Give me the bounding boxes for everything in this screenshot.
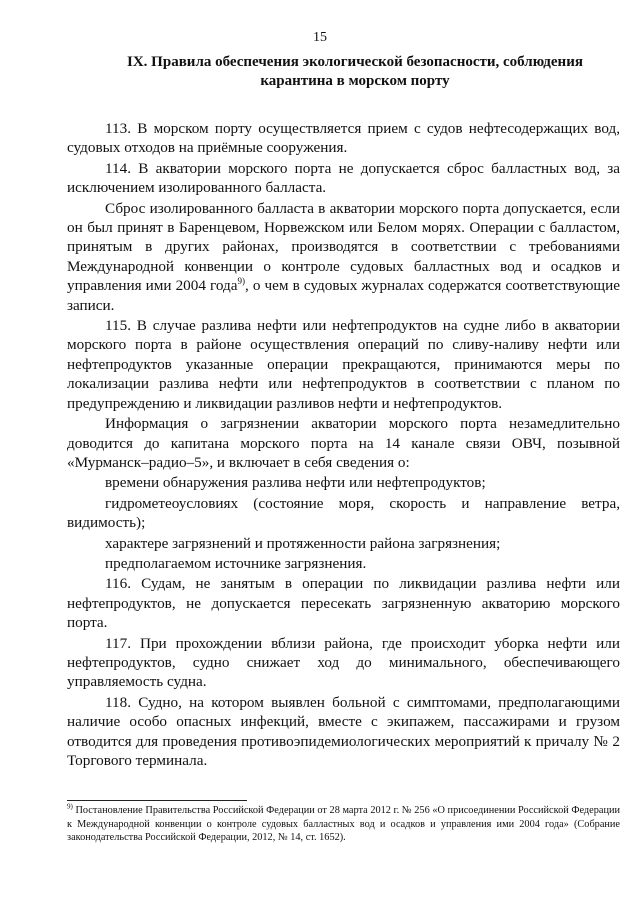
list-item-source: предполагаемом источнике загрязнения. (105, 554, 367, 572)
footnote-separator (67, 800, 247, 801)
list-item-time: времени обнаружения разлива нефти или нефтепродуктов; (105, 474, 486, 492)
section-title: IX. Правила обеспечения экологической безопасности, соблюдения карантина в морском порту (127, 54, 583, 89)
list-item-weather: гидрометеоусловиях (состояние моря, скорость и направление ветра, видимость); (67, 494, 620, 532)
paragraph-117: 117. При прохождении вблизи района, где происходит уборка нефти или нефтепродуктов, судно снижает ход до минимального, обеспечивающего управляемость судна. (67, 634, 620, 691)
footnote (67, 804, 620, 845)
footnote-text: Постановление Правительства Российской Федерации от 28 марта 2012 г. № 256 «О присоединении Российской Федерации к Международной конвенции о контроле судовых балластных вод и осадков и управления ими 2004 года» (Собрание законодательства Российской Федерации, 2012, № 14, ст. 1652). (67, 805, 620, 843)
paragraph-115: 115. В случае разлива нефти или нефтепродуктов на судне либо в акватории морского порта в районе осуществления операций по сливу-наливу нефти или нефтепродуктов указанные операции прекращаются, принимаются меры по локализации разлива нефти или нефтепродуктов в соответствии с планом по предупреждению и ликвидации разливов нефти и нефтепродуктов. (67, 317, 620, 412)
paragraph-116: 116. Судам, не занятым в операции по ликвидации разлива нефти или нефтепродуктов, не допускается пересекать загрязненную акваторию морского порта. (67, 575, 620, 632)
footnote-reference: 9) (237, 276, 246, 287)
list-item-character: характере загрязнений и протяженности района загрязнения; (105, 534, 501, 552)
document-body (67, 119, 620, 771)
paragraph-information: Информация о загрязнении акватории морского порта незамедлительно доводится до капитана морского порта на 14 канале связи ОВЧ, позывной «Мурманск–радио–5», и включает в себя сведения о: (67, 415, 620, 471)
paragraph-113: 113. В морском порту осуществляется прием с судов нефтесодержащих вод, судовых отходов на приёмные сооружения. (67, 120, 620, 157)
paragraph-114: 114. В акватории морского порта не допускается сброс балластных вод, за исключением изолированного балласта. (67, 159, 620, 197)
paragraph-ballast-text: Сброс изолированного балласта в акватории морского порта допускается, если он был принят в Баренцевом, Норвежском или Белом морях. Операции с балластом, принятым в других районах, производятся в соответствии с требованиями Международной конвенции о контроле судовых балластных вод и осадков и управления ими 2004 года (67, 199, 620, 295)
paragraph-ballast-tail: , о чем в судовых журналах содержатся соответствующие записи. (67, 277, 620, 314)
paragraph-ballast (67, 199, 620, 315)
page-number: 15 (313, 30, 327, 45)
footnote-marker: 9) (67, 802, 73, 811)
paragraph-118: 118. Судно, на котором выявлен больной с симптомами, предполагающими наличие особо опасных инфекций, вместе с экипажем, пассажирами и грузом отводится для проведения противоэпидемиологических мероприятий к причалу № 2 Торгового терминала. (67, 693, 620, 769)
